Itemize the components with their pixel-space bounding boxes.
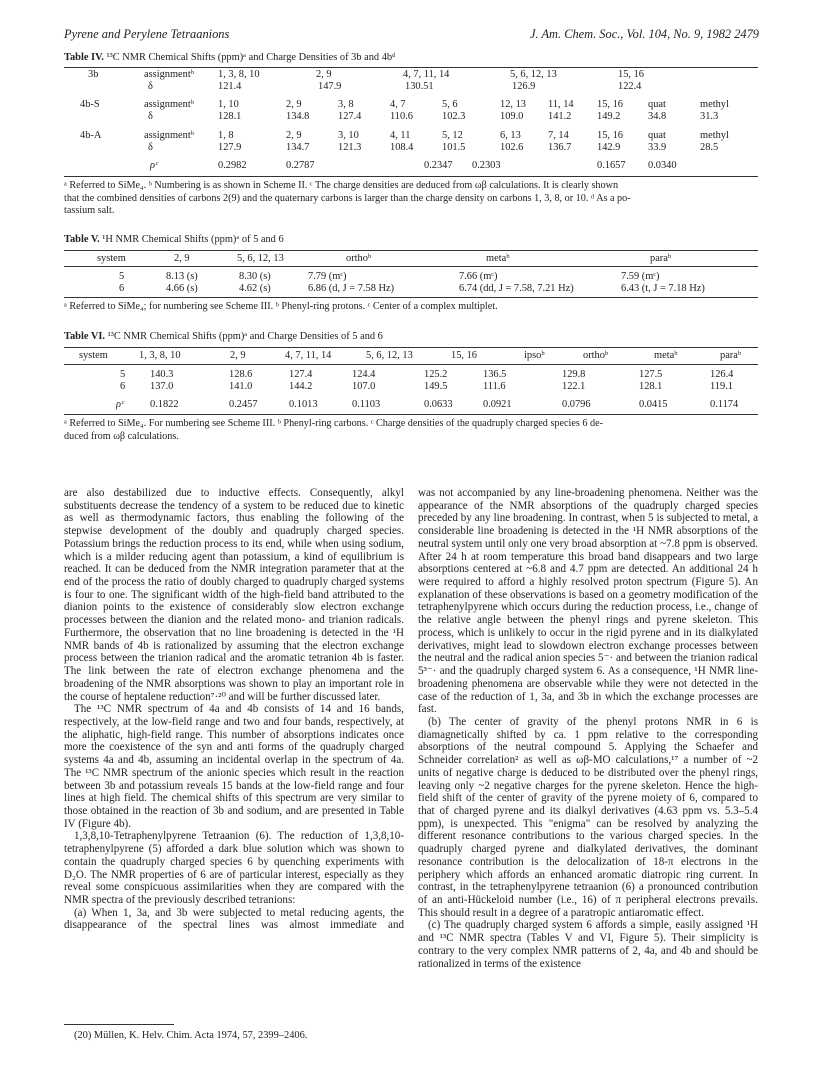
paragraph: (b) The center of gravity of the phenyl protons NMR in 6 is diamagnetically shifted by ca. 1 ppm relative to the corresponding absorptions of the neutral compound 5. Applying the Schaefer and Schneider correlation² as well as ωβ-MO calculations,¹⁷ a number of ~2 units of negative charge is deduced to be distributed over the phenyl rings, leaving only ~2 negative charges for the pyrene skeleton. Hence the high-field shift of the center of gravity of the pyrene moiety of 6, compared to that of charged pyrene and its dialkyl derivatives (4.63 ppm vs. 5.3–5.4 ppm), is unexpected. This "enigma" can be resolved by analyzing the different resonance contributions to the various charged species. In the quadruply charged pyrene and dialkylated derivatives, the dominant resonance contribution is the delocalization of 18-π electrons in the periphery which affords an enhanced aromatic diatropic ring current. In contrast, in the tetraphenylpyrene tetraanion (6) a pronounced contribution of an anti-Hückeloid number (i.e., 16) of π peripheral electrons prevails. This should result in a degree of a paratropic antiaromatic effect. bbox=[418, 715, 758, 919]
table-cell: 134.7 bbox=[286, 142, 310, 153]
table-cell: 6.86 (d, J = 7.58 Hz) bbox=[308, 283, 395, 294]
table-rule bbox=[64, 347, 758, 348]
table-cell: 0.0796 bbox=[562, 399, 591, 410]
table-cell: 141.2 bbox=[548, 111, 572, 122]
table-cell: 1, 8 bbox=[218, 130, 234, 141]
table-cell: 130.51 bbox=[405, 81, 434, 92]
table-header: ipsoᵇ bbox=[524, 350, 545, 361]
table-header: metaᵇ bbox=[486, 253, 510, 264]
table-cell: 128.1 bbox=[218, 111, 242, 122]
table-cell: quat bbox=[648, 130, 666, 141]
table-header: 2, 9 bbox=[174, 253, 190, 264]
table-v-caption: Table V. ¹H NMR Chemical Shifts (ppm)ᵃ of 5 and 6 bbox=[64, 234, 284, 245]
table-header: 4, 7, 11, 14 bbox=[285, 350, 332, 361]
paragraph: The ¹³C NMR spectrum of 4a and 4b consists of 14 and 16 bands, respectively, at the low-field range and two and four bands, respectively, at the aliphatic, high-field range. This number of absorptions indicates once more the coexistence of the syn and anti forms of the quadruply charged systems 4a and 4b, assuming an incidental overlap in the spectrum of 4a. The ¹³C NMR spectrum of the anionic species which result in the reaction between 3b and potassium reveals 15 bands at the low-field range and four lines at high field. The chemical shifts of this spectrum are very similar to those obtained in the reaction of 3b and sodium, and are presented in Table IV (Figure 4b). bbox=[64, 703, 404, 830]
table-rule bbox=[64, 266, 758, 267]
table-cell: 0.1657 bbox=[597, 160, 626, 171]
table-cell: 11, 14 bbox=[548, 99, 574, 110]
table-cell: 4b-S bbox=[80, 99, 100, 110]
table-cell: 5 bbox=[119, 271, 125, 282]
table-cell: 4, 7 bbox=[390, 99, 406, 110]
table-cell: 124.4 bbox=[352, 369, 376, 380]
table-cell: 0.0415 bbox=[639, 399, 668, 410]
table-cell: 121.4 bbox=[218, 81, 242, 92]
table-cell: 108.4 bbox=[390, 142, 414, 153]
table-header: metaᵇ bbox=[654, 350, 678, 361]
right-text-column bbox=[418, 487, 758, 970]
table-cell: 6 bbox=[119, 283, 125, 294]
table-cell: 28.5 bbox=[700, 142, 719, 153]
table-cell: 110.6 bbox=[390, 111, 413, 122]
table-cell: 129.8 bbox=[562, 369, 586, 380]
table-cell: 2, 9 bbox=[316, 69, 332, 80]
table-cell: 136.5 bbox=[483, 369, 507, 380]
table-cell: 137.0 bbox=[150, 381, 174, 392]
paragraph: (c) The quadruply charged system 6 affords a simple, easily assigned ¹H and ¹³C NMR spectra (Tables V and VI, Figure 5). Their simplicity is contrary to the very complex NMR patterns of 2, 4a, and 4b and should be rationalized in terms of the existence bbox=[418, 919, 758, 970]
table-cell: 149.2 bbox=[597, 111, 621, 122]
table-cell: 102.3 bbox=[442, 111, 466, 122]
running-header bbox=[64, 27, 759, 43]
table-cell: 127.4 bbox=[338, 111, 362, 122]
table-header: orthoᵇ bbox=[346, 253, 372, 264]
table-cell: 2, 9 bbox=[286, 99, 302, 110]
table-cell: 6.43 (t, J = 7.18 Hz) bbox=[621, 283, 705, 294]
table-header: 2, 9 bbox=[230, 350, 246, 361]
table-cell: 6 bbox=[120, 381, 126, 392]
table-cell: methyl bbox=[700, 130, 729, 141]
table-rule bbox=[64, 250, 758, 251]
table-cell: 0.1013 bbox=[289, 399, 318, 410]
header-journal: J. Am. Chem. Soc., Vol. 104, No. 9, 1982 2479 bbox=[530, 27, 759, 41]
table-cell: assignmentᵇ bbox=[144, 99, 194, 110]
table-cell: 33.9 bbox=[648, 142, 667, 153]
table-cell: 4.66 (s) bbox=[166, 283, 198, 294]
table-cell: assignmentᵇ bbox=[144, 69, 194, 80]
table-cell: 144.2 bbox=[289, 381, 313, 392]
table-cell: 0.1822 bbox=[150, 399, 179, 410]
paragraph: was not accompanied by any line-broadening phenomena. Neither was the appearance of the NMR absorptions of the quadruply charged species preceded by any line broadening. In contrast, when 5 is subjected to metal, a considerable line broadening is detected in the ¹H NMR absorptions of the neutral system until only one very broad absorption at ~7.8 ppm is observed. After 24 h at room temperature this broad band disappears and two large absorptions centered at ~6.8 and 4.7 ppm are detected. An additional 24 h were required to afford a highly resolved proton spectrum (Figure 5). An explanation of these observations is based on a geometry modification of the tetraphenylpyrene which occurs during the reduction process, i.e., change of the relative angle between the phenyl rings and pyrene skeleton. This process, which is unlikely to occur in the rigid pyrene and in its dialkylated derivatives, might lead to slowdown electron exchange processes between the neutral and the radical anion species 5⁻· and between the trianion radical 5³⁻· and the quadruply charged system 6. As a consequence, ¹H NMR line-broadening phenomena are observable while they were not detected in the case of the reduction of 1, 3a, and 3b in which the exchange processes are fast. bbox=[418, 487, 758, 716]
footnote-rule bbox=[64, 1024, 174, 1025]
table-rule bbox=[64, 364, 758, 365]
table-cell: 5 bbox=[120, 369, 126, 380]
table-cell: 0.1103 bbox=[352, 399, 381, 410]
table-cell: 3b bbox=[88, 69, 99, 80]
table-header: system bbox=[97, 253, 126, 264]
table-cell: quat bbox=[648, 99, 666, 110]
table-cell: 5, 6, 12, 13 bbox=[510, 69, 557, 80]
table-header: paraᵇ bbox=[650, 253, 672, 264]
table-cell: 12, 13 bbox=[500, 99, 526, 110]
table-cell: 0.2303 bbox=[472, 160, 501, 171]
table-cell: 122.1 bbox=[562, 381, 586, 392]
table-cell: 101.5 bbox=[442, 142, 466, 153]
table-cell: 15, 16 bbox=[597, 99, 623, 110]
table-cell: 5, 6 bbox=[442, 99, 458, 110]
table-cell: 1, 3, 8, 10 bbox=[218, 69, 260, 80]
table-cell: 127.9 bbox=[218, 142, 242, 153]
table-cell: 136.7 bbox=[548, 142, 572, 153]
table-cell: 15, 16 bbox=[618, 69, 644, 80]
table-cell: 125.2 bbox=[424, 369, 448, 380]
table-cell: 0.0921 bbox=[483, 399, 512, 410]
paragraph: are also destabilized due to inductive effects. Consequently, alkyl substituents decrease the tendency of a system to be reduced due to kinetic as well as thermodynamic factors, thus enabling the following of the stepwise development of the doubly and quadruply charged species. Potassium brings the reduction process to its end, while when using sodium, which is a milder reducing agent than potassium, a kind of equilibrium is reached. It can be deduced from the NMR integration parameter that at the end of the process the ratio of doubly charged to quadruply charged systems is four to one. The significant width of the high-field band attributed to the dianion points to the existence of considerably slow electron exchange processes between the dianion and the related mono- and trianion radicals. Furthermore, the observation that no line broadening is detected in the ¹H NMR bands of 4b is rationalized by assuming that the electron exchange process between the trianion radical and the aromatic tetranion 4b is faster. The link between the rate of electron exchange phenomena and the broadening of the NMR absorptions was shown to play an important role in the course of heptalene reduction⁷·²⁰ and will be further discussed later. bbox=[64, 487, 404, 703]
table-cell: 141.0 bbox=[229, 381, 253, 392]
table-cell: 0.2457 bbox=[229, 399, 258, 410]
table-cell: 107.0 bbox=[352, 381, 376, 392]
table-cell: 111.6 bbox=[483, 381, 506, 392]
table-iv-notes: ᵃ Referred to SiMe₄. ᵇ Numbering is as shown in Scheme II. ᶜ The charge densities are deduced from ωβ calculations. It is clearly shown that the combined densities of carbons 2(9) and the quaternary carbons is larger than the charge density on carbons 1, 3, 8, or 10. ᵈ As a po- tassium salt. bbox=[64, 180, 631, 217]
table-rule bbox=[64, 67, 758, 68]
table-cell: 134.8 bbox=[286, 111, 310, 122]
table-cell: 0.1174 bbox=[710, 399, 739, 410]
table-rule bbox=[64, 176, 758, 177]
table-cell: 149.5 bbox=[424, 381, 448, 392]
table-header: 5, 6, 12, 13 bbox=[237, 253, 284, 264]
table-cell: ρᶜ bbox=[116, 399, 124, 410]
header-title: Pyrene and Perylene Tetraanions bbox=[64, 27, 230, 41]
paragraph: (a) When 1, 3a, and 3b were subjected to metal reducing agents, the disappearance of the spectral lines was almost immediate and bbox=[64, 906, 404, 932]
table-cell: 142.9 bbox=[597, 142, 621, 153]
table-cell: 6, 13 bbox=[500, 130, 521, 141]
table-cell: assignmentᵇ bbox=[144, 130, 194, 141]
table-cell: 0.2982 bbox=[218, 160, 247, 171]
table-cell: 122.4 bbox=[618, 81, 642, 92]
table-cell: 3, 8 bbox=[338, 99, 354, 110]
table-cell: δ bbox=[148, 142, 153, 153]
table-cell: 7, 14 bbox=[548, 130, 569, 141]
table-cell: 6.74 (dd, J = 7.58, 7.21 Hz) bbox=[459, 283, 574, 294]
table-cell: 0.0340 bbox=[648, 160, 677, 171]
table-cell: 126.9 bbox=[512, 81, 536, 92]
table-cell: 0.0633 bbox=[424, 399, 453, 410]
table-cell: 3, 10 bbox=[338, 130, 359, 141]
table-cell: 7.66 (mᶜ) bbox=[459, 271, 498, 282]
table-vi-notes: ᵃ Referred to SiMe₄. For numbering see Scheme III. ᵇ Phenyl-ring carbons. ᶜ Charge densities of the quadruply charged species 6 de- duced from ωβ calculations. bbox=[64, 418, 604, 442]
table-cell: 4, 11 bbox=[390, 130, 411, 141]
table-cell: ρᶜ bbox=[150, 160, 158, 171]
table-vi-caption: Table VI. ¹³C NMR Chemical Shifts (ppm)ᵃ and Charge Densities of 5 and 6 bbox=[64, 331, 383, 342]
table-cell: 8.30 (s) bbox=[239, 271, 271, 282]
table-header: system bbox=[79, 350, 108, 361]
table-header: paraᵇ bbox=[720, 350, 742, 361]
table-cell: 34.8 bbox=[648, 111, 667, 122]
table-cell: 128.1 bbox=[639, 381, 663, 392]
table-cell: 8.13 (s) bbox=[166, 271, 198, 282]
table-rule bbox=[64, 297, 758, 298]
table-header: 5, 6, 12, 13 bbox=[366, 350, 413, 361]
table-cell: 140.3 bbox=[150, 369, 174, 380]
table-cell: 109.0 bbox=[500, 111, 524, 122]
table-cell: 15, 16 bbox=[597, 130, 623, 141]
table-cell: 121.3 bbox=[338, 142, 362, 153]
table-cell: methyl bbox=[700, 99, 729, 110]
table-header: 15, 16 bbox=[451, 350, 477, 361]
table-cell: 147.9 bbox=[318, 81, 342, 92]
table-header: 1, 3, 8, 10 bbox=[139, 350, 181, 361]
table-cell: 127.5 bbox=[639, 369, 663, 380]
footnote: (20) Müllen, K. Helv. Chim. Acta 1974, 57, 2399–2406. bbox=[74, 1030, 308, 1041]
table-cell: 128.6 bbox=[229, 369, 253, 380]
table-cell: δ bbox=[148, 81, 153, 92]
table-cell: 0.2787 bbox=[286, 160, 315, 171]
table-cell: 102.6 bbox=[500, 142, 524, 153]
table-cell: 4, 7, 11, 14 bbox=[403, 69, 450, 80]
left-text-column bbox=[64, 487, 404, 932]
table-cell: 119.1 bbox=[710, 381, 733, 392]
paragraph: 1,3,8,10-Tetraphenylpyrene Tetraanion (6). The reduction of 1,3,8,10-tetraphenylpyrene (5) afforded a dark blue solution which was shown to contain the quadruply charged species 6 by quenching experiments with D₂O. The NMR properties of 6 are of particular interest, especially as they reveal some conspicuous assimilarities when they are compared with the NMR spectra of the previously described tetranions: bbox=[64, 830, 404, 906]
table-cell: δ bbox=[148, 111, 153, 122]
table-cell: 4.62 (s) bbox=[239, 283, 271, 294]
table-iv-caption: Table IV. ¹³C NMR Chemical Shifts (ppm)ᵃ and Charge Densities of 3b and 4bᵈ bbox=[64, 52, 396, 63]
table-rule bbox=[64, 414, 758, 415]
table-cell: 7.79 (mᶜ) bbox=[308, 271, 347, 282]
table-cell: 5, 12 bbox=[442, 130, 463, 141]
table-cell: 7.59 (mᶜ) bbox=[621, 271, 660, 282]
table-cell: 1, 10 bbox=[218, 99, 239, 110]
table-cell: 4b-A bbox=[80, 130, 102, 141]
table-v-note: ᵃ Referred to SiMe₄; for numbering see Scheme III. ᵇ Phenyl-ring protons. ᶜ Center of a complex multiplet. bbox=[64, 301, 498, 312]
table-cell: 127.4 bbox=[289, 369, 313, 380]
table-cell: 0.2347 bbox=[424, 160, 453, 171]
table-cell: 31.3 bbox=[700, 111, 719, 122]
table-header: orthoᵇ bbox=[583, 350, 609, 361]
table-cell: 2, 9 bbox=[286, 130, 302, 141]
table-cell: 126.4 bbox=[710, 369, 734, 380]
